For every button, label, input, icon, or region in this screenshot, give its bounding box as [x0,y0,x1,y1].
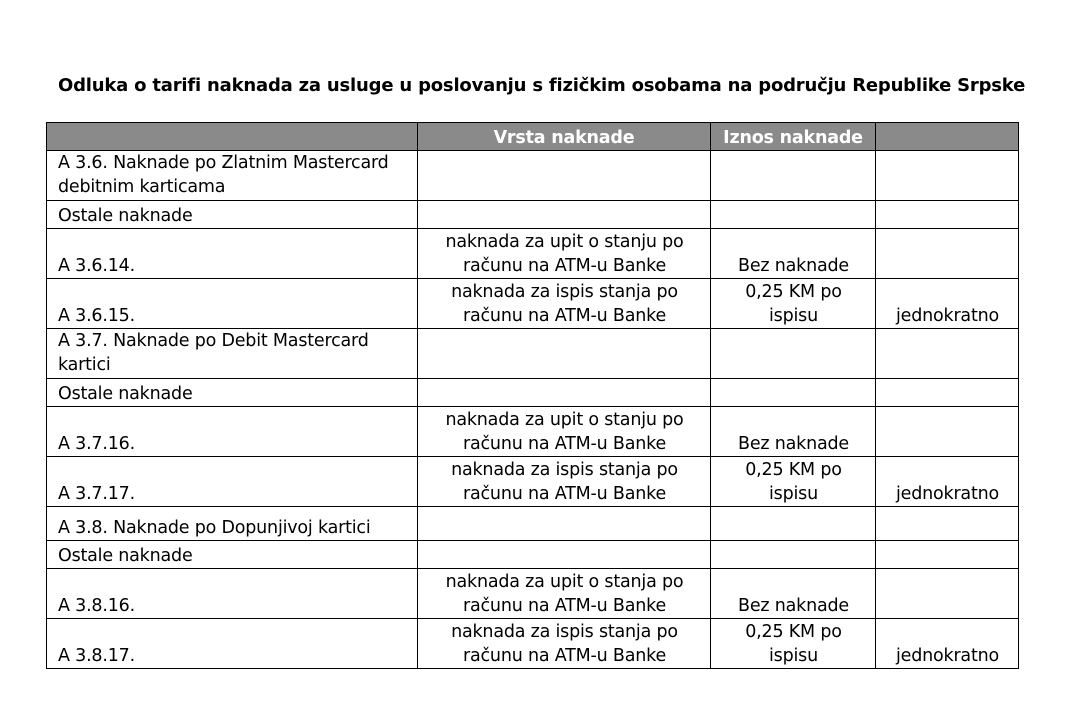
fee-type: naknada za ispis stanja po računu na ATM-u Banke [418,279,711,329]
cell-empty [876,329,1019,379]
fee-type: naknada za ispis stanja po računu na ATM-u Banke [418,457,711,507]
fee-period [876,407,1019,457]
fee-type: naknada za upit o stanja po računu na ATM-u Banke [418,569,711,619]
cell-empty [418,329,711,379]
fee-table [46,122,1019,669]
cell-empty [876,379,1019,407]
header-period [876,123,1019,151]
fee-amount: 0,25 KM po ispisu [711,457,876,507]
fee-amount: 0,25 KM po ispisu [711,279,876,329]
section-title: A 3.6. Naknade po Zlatnim Mastercard debitnim karticama [47,151,418,201]
cell-empty [876,541,1019,569]
header-code [47,123,418,151]
fee-period: jednokratno [876,457,1019,507]
cell-empty [711,379,876,407]
cell-empty [418,379,711,407]
cell-empty [711,201,876,229]
cell-empty [711,507,876,541]
fee-type: naknada za ispis stanja po računu na ATM-u Banke [418,619,711,669]
fee-code: A 3.7.16. [47,407,418,457]
cell-empty [418,507,711,541]
document-title: Odluka o tarifi naknada za usluge u poslovanju s fizičkim osobama na području Republike Srpske [58,75,1026,96]
cell-empty [876,151,1019,201]
fee-amount: 0,25 KM po ispisu [711,619,876,669]
table-row [47,229,1019,279]
fee-period: jednokratno [876,279,1019,329]
subsection-title: Ostale naknade [47,201,418,229]
fee-type: naknada za upit o stanju po računu na ATM-u Banke [418,229,711,279]
table-row [47,619,1019,669]
subsection-title: Ostale naknade [47,379,418,407]
table-row [47,379,1019,407]
section-title: A 3.8. Naknade po Dopunjivoj kartici [47,507,418,541]
table-row [47,407,1019,457]
cell-empty [711,329,876,379]
section-title: A 3.7. Naknade po Debit Mastercard kartici [47,329,418,379]
fee-code: A 3.6.15. [47,279,418,329]
cell-empty [876,201,1019,229]
cell-empty [711,541,876,569]
fee-period [876,229,1019,279]
fee-amount: Bez naknade [711,569,876,619]
table-row [47,151,1019,201]
table-row [47,329,1019,379]
table-header-row [47,123,1019,151]
cell-empty [876,507,1019,541]
fee-code: A 3.7.17. [47,457,418,507]
table-row [47,279,1019,329]
cell-empty [711,151,876,201]
fee-amount: Bez naknade [711,407,876,457]
fee-code: A 3.8.17. [47,619,418,669]
fee-period [876,569,1019,619]
fee-period: jednokratno [876,619,1019,669]
fee-code: A 3.6.14. [47,229,418,279]
fee-amount: Bez naknade [711,229,876,279]
header-fee-type: Vrsta naknade [418,123,711,151]
table-row [47,507,1019,541]
header-amount: Iznos naknade [711,123,876,151]
cell-empty [418,541,711,569]
table-row [47,457,1019,507]
table-row [47,201,1019,229]
fee-type: naknada za upit o stanju po računu na ATM-u Banke [418,407,711,457]
fee-code: A 3.8.16. [47,569,418,619]
table-row [47,569,1019,619]
cell-empty [418,201,711,229]
cell-empty [418,151,711,201]
table-row [47,541,1019,569]
subsection-title: Ostale naknade [47,541,418,569]
